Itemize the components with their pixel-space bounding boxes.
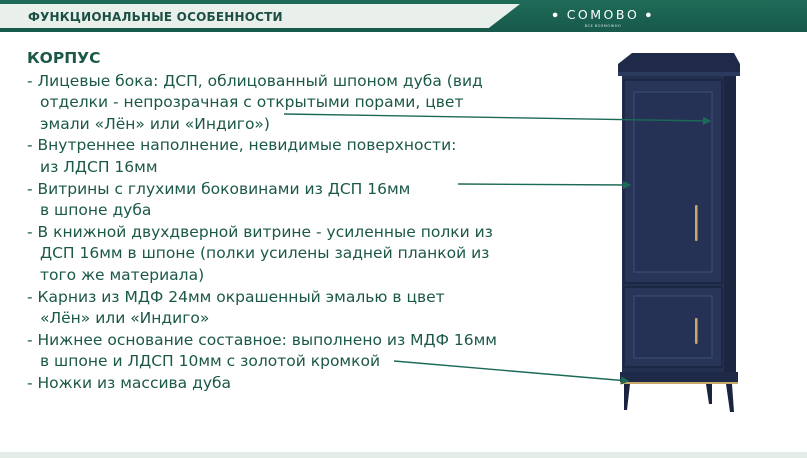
arrow-icon bbox=[394, 361, 628, 381]
feature-item: - Лицевые бока: ДСП, облицованный шпоном дуба (вид отделки - непрозрачная с открытыми порами, цвет эмали «Лён» или «Индиго») bbox=[27, 71, 483, 133]
brand-tagline: ВСЕ ВОЗМОЖНО bbox=[584, 23, 622, 28]
cabinet-lower-panel bbox=[634, 296, 712, 358]
cabinet-cornice bbox=[618, 53, 740, 74]
footer-strip bbox=[0, 452, 807, 458]
cabinet-upper-panel bbox=[634, 92, 712, 272]
cabinet-leg bbox=[706, 384, 712, 404]
page-title: ФУНКЦИОНАЛЬНЫЕ ОСОБЕННОСТИ bbox=[28, 10, 283, 24]
section-title: КОРПУС bbox=[27, 49, 101, 67]
brand-dot-icon: ● bbox=[645, 11, 654, 19]
arrow-icon bbox=[458, 184, 630, 185]
feature-item: - В книжной двухдверной витрине - усиленные полки из ДСП 16мм в шпоне (полки усилены задней планкой из того же материала) bbox=[27, 222, 493, 284]
cabinet-cornice-edge bbox=[618, 72, 740, 76]
feature-item: - Ножки из массива дуба bbox=[27, 373, 232, 392]
cabinet-side-shade bbox=[724, 76, 736, 374]
brand-name: СОМОВО bbox=[566, 7, 640, 22]
cabinet-leg bbox=[624, 384, 630, 410]
cabinet-leg bbox=[726, 384, 734, 412]
cabinet-base-gold-edge bbox=[620, 382, 738, 384]
feature-item: - Витрины с глухими боковинами из ДСП 16мм в шпоне дуба bbox=[27, 179, 411, 220]
door-handle-icon bbox=[695, 205, 698, 241]
feature-item: - Карниз из МДФ 24мм окрашенный эмалью в цвет «Лён» или «Индиго» bbox=[27, 287, 445, 328]
feature-item: - Внутреннее наполнение, невидимые поверхности: из ЛДСП 16мм bbox=[27, 136, 457, 176]
door-handle-icon bbox=[695, 318, 698, 344]
feature-item: - Нижнее основание составное: выполнено из МДФ 16мм в шпоне и ЛДСП 10мм с золотой кромкой bbox=[27, 330, 497, 371]
brand-dot-icon: ● bbox=[552, 11, 561, 19]
